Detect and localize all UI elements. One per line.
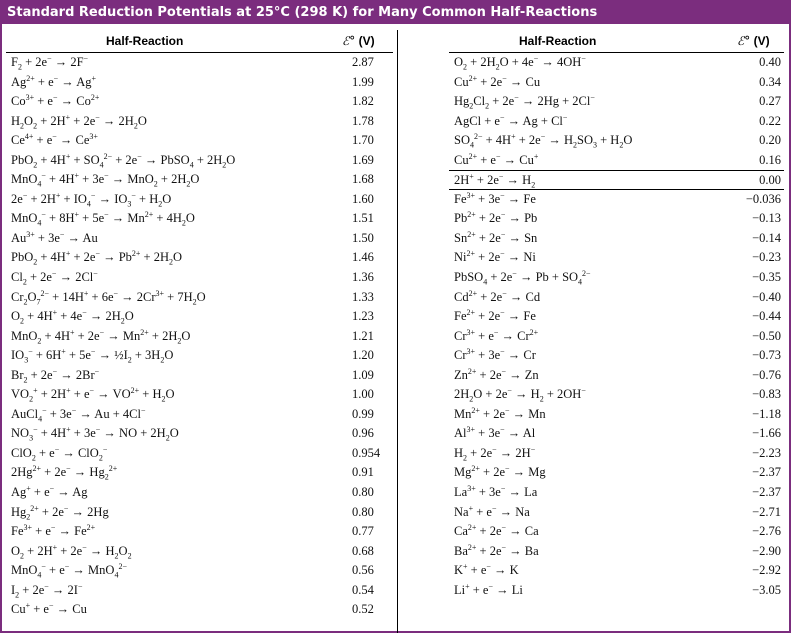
table-row bbox=[6, 366, 393, 386]
half-reaction: $O_2 + 4H^+ + 4e^- \to 2H_2O$ bbox=[11, 307, 134, 326]
half-reaction: $PbO_2 + 4H^+ + SO_4^{2-} + 2e^-$ → PbSO$_4$ + $2H_2O$ bbox=[11, 151, 236, 170]
half-reaction: $Ba^{2+} + 2e^- \to Ba$ bbox=[454, 542, 539, 558]
half-reaction: $F_2 + 2e^- \to 2F^-$ bbox=[11, 53, 89, 72]
half-reaction: $Co^{3+} + e^- \to Co^{2+}$ bbox=[11, 92, 100, 109]
potential-value: 0.80 bbox=[352, 504, 374, 519]
potential-value: 0.77 bbox=[352, 524, 374, 539]
table-row bbox=[6, 405, 393, 425]
half-reaction: $PbO_2 + 4H^+ + 2e^- \to Pb^{2+} + 2H_2O$ bbox=[11, 249, 183, 267]
half-reaction: $Br_2 + 2e^- \to 2Br^-$ bbox=[11, 366, 100, 385]
potential-value: −3.05 bbox=[752, 582, 781, 597]
potential-value: 0.40 bbox=[759, 55, 781, 69]
half-reaction: AuCl$_4$− + 3e− → Au + 4Cl− bbox=[11, 405, 146, 424]
table-row bbox=[449, 581, 784, 601]
potential-value: −0.14 bbox=[752, 230, 781, 245]
half-reaction: K+ + e− → K bbox=[454, 562, 519, 578]
table-row bbox=[449, 229, 784, 249]
potential-value: −2.92 bbox=[752, 563, 781, 578]
half-reaction: $Cu^{2+} + e^- \to Cu^+$ bbox=[454, 151, 539, 167]
table-row bbox=[6, 561, 393, 581]
half-reaction-header: Half-Reaction bbox=[519, 34, 597, 48]
table-row bbox=[449, 288, 784, 308]
table-row bbox=[6, 268, 393, 288]
table-row bbox=[6, 483, 393, 503]
potential-value: 1.68 bbox=[352, 172, 374, 187]
half-reaction: $Au^{3+} + 3e^- \to Au$ bbox=[11, 229, 98, 245]
half-reaction: $Ca^{2+} + 2e^- \to Ca$ bbox=[454, 522, 539, 539]
table-row bbox=[6, 209, 393, 229]
half-reaction: $MnO_2 + 4H^+ + 2e^- \to Mn^{2+} + 2H_2O$ bbox=[11, 327, 191, 346]
half-reaction: $2e^- + 2H^+ + IO_4^- \to IO_3^- + H_2O$ bbox=[11, 190, 172, 209]
table-row bbox=[6, 288, 393, 308]
potential-value: 0.16 bbox=[759, 152, 781, 167]
table-row bbox=[449, 405, 784, 425]
table-row bbox=[449, 463, 784, 483]
potential-value: 1.36 bbox=[352, 270, 374, 285]
right-column bbox=[449, 30, 784, 600]
half-reaction: $O_2 + 2H^+ + 2e^- \to H_2O_2$ bbox=[11, 542, 132, 561]
table-row bbox=[6, 385, 393, 405]
half-reaction: $Mg^{2+} + 2e^- \to Mg$ bbox=[454, 464, 546, 480]
potential-value: 1.78 bbox=[352, 113, 374, 128]
table-row bbox=[449, 170, 784, 190]
left-column bbox=[6, 30, 393, 620]
table-row bbox=[6, 112, 393, 132]
potential-value: 1.23 bbox=[352, 309, 374, 324]
potential-value: 0.52 bbox=[352, 602, 374, 617]
potential-value: −2.90 bbox=[752, 543, 781, 558]
potential-value: 0.80 bbox=[352, 485, 374, 500]
half-reaction: $Fe^{3+} + e^- \to Fe^{2+}$ bbox=[11, 522, 96, 539]
potential-value: −0.40 bbox=[752, 289, 781, 304]
potential-value: −2.76 bbox=[752, 524, 781, 539]
half-reaction: $Sn^{2+} + 2e^- \to Sn$ bbox=[454, 229, 538, 245]
half-reaction: $Zn^{2+} + 2e^- \to Zn$ bbox=[454, 366, 539, 382]
potential-value: 1.69 bbox=[352, 152, 374, 167]
table-row bbox=[6, 151, 393, 171]
right-column-header bbox=[449, 30, 784, 53]
table-row bbox=[6, 73, 393, 93]
half-reaction-header: Half-Reaction bbox=[106, 34, 184, 48]
table-row bbox=[6, 190, 393, 210]
potential-unit: (V) bbox=[355, 34, 375, 48]
table-row bbox=[449, 307, 784, 327]
potential-value: 1.82 bbox=[352, 94, 374, 109]
half-reaction: $Fe^{3+} + 3e^- \to Fe$ bbox=[454, 190, 536, 206]
half-reaction: $I_2 + 2e^- \to 2I^-$ bbox=[11, 581, 83, 600]
table-row bbox=[6, 131, 393, 151]
half-reaction: $O_2 + 2H_2O + 4e^- \to 4OH^-$ bbox=[454, 53, 586, 72]
table-row bbox=[449, 483, 784, 503]
potential-value: −0.23 bbox=[752, 250, 781, 265]
table-row bbox=[6, 424, 393, 444]
table-row bbox=[6, 581, 393, 601]
half-reaction: AgCl + e− → Ag + Cl− bbox=[454, 112, 568, 128]
table-row bbox=[449, 522, 784, 542]
table-row bbox=[6, 248, 393, 268]
table-row bbox=[449, 73, 784, 93]
half-reaction: $2H_2O + 2e^- \to H_2 + 2OH^-$ bbox=[454, 386, 586, 404]
half-reaction: Ag+ + e− → Ag bbox=[11, 483, 88, 500]
table-row bbox=[449, 131, 784, 151]
potential-value: 1.00 bbox=[352, 387, 374, 402]
half-reaction: $2H^+ + 2e^- \to H_2$ bbox=[454, 172, 536, 190]
half-reaction: $H_2 + 2e^- \to 2H^-$ bbox=[454, 444, 536, 463]
table-row bbox=[449, 190, 784, 210]
half-reaction: PbSO$_4$ + $2e^- \to Pb + SO_4^{2-}$ bbox=[454, 268, 591, 287]
table-row bbox=[449, 503, 784, 523]
half-reaction: $MnO_4^- + 4H^+ + 3e^- \to MnO_2 + 2H_2O$ bbox=[11, 171, 200, 189]
half-reaction: $Mn^{2+} + 2e^- \to Mn$ bbox=[454, 405, 546, 421]
table-row bbox=[6, 522, 393, 542]
potential-unit: (V) bbox=[750, 34, 770, 48]
half-reaction: Cu+ + e− → Cu bbox=[11, 601, 87, 617]
potential-value: 0.91 bbox=[352, 465, 374, 480]
right-rows bbox=[449, 53, 784, 600]
potential-symbol: ℰ° bbox=[342, 34, 356, 48]
potential-value: 1.20 bbox=[352, 348, 374, 363]
potential-value: 0.99 bbox=[352, 406, 374, 421]
potential-value: −0.50 bbox=[752, 328, 781, 343]
half-reaction: $Ce^{4+} + e^- \to Ce^{3+}$ bbox=[11, 132, 98, 148]
table-row bbox=[6, 229, 393, 249]
table-row bbox=[449, 424, 784, 444]
potential-value: 0.20 bbox=[759, 133, 781, 148]
table-row bbox=[6, 170, 393, 190]
potential-value: 2.87 bbox=[352, 55, 374, 69]
table-row bbox=[6, 53, 393, 73]
potential-value: 0.954 bbox=[352, 445, 381, 460]
half-reaction: $Cr^{3+} + e^- \to Cr^{2+}$ bbox=[454, 327, 539, 343]
potential-value: 0.56 bbox=[352, 563, 374, 578]
potential-value: −0.13 bbox=[752, 211, 781, 226]
potential-header bbox=[342, 34, 375, 48]
half-reaction: $Pb^{2+} + 2e^- \to Pb$ bbox=[454, 210, 538, 226]
table-row bbox=[449, 92, 784, 112]
potential-value: 0.68 bbox=[352, 543, 374, 558]
table-row bbox=[6, 503, 393, 523]
half-reaction: MnO$_4$− + e− → MnO$_4^{2-}$ bbox=[11, 562, 127, 580]
half-reaction: $IO_3^- + 6H^+ + 5e^-$ → $\frac{1}{2}I_2 + 3H_2O$ bbox=[11, 347, 174, 365]
potential-value: 0.96 bbox=[352, 426, 374, 441]
half-reaction: Na+ + e− → Na bbox=[454, 503, 530, 519]
potential-value: −0.35 bbox=[752, 270, 781, 285]
table-row bbox=[449, 561, 784, 581]
potential-value: 1.70 bbox=[352, 133, 374, 148]
potential-value: 0.00 bbox=[759, 173, 781, 188]
half-reaction: $SO_4^{2-} + 4H^+ + 2e^- \to H_2SO_3 + H_2O$ bbox=[454, 132, 633, 150]
table-row bbox=[449, 209, 784, 229]
potential-value: 0.54 bbox=[352, 582, 374, 597]
half-reaction: $NO_3^- + 4H^+ + 3e^-$ → NO + $2H_2O$ bbox=[11, 425, 179, 443]
half-reaction: $MnO_4^- + 8H^+ + 5e^- \to Mn^{2+} + 4H_2O$ bbox=[11, 210, 195, 228]
half-reaction: $Al^{3+} + 3e^- \to Al$ bbox=[454, 425, 536, 441]
table-row bbox=[449, 542, 784, 562]
table-row bbox=[449, 53, 784, 73]
potential-value: 0.27 bbox=[759, 94, 781, 109]
potential-header bbox=[737, 34, 770, 48]
table-row bbox=[6, 92, 393, 112]
potential-value: 1.46 bbox=[352, 250, 374, 265]
potential-value: 0.34 bbox=[759, 74, 781, 89]
half-reaction: $Cu^{2+} + 2e^- \to Cu$ bbox=[454, 73, 541, 89]
table-row bbox=[6, 463, 393, 483]
potential-value: 1.50 bbox=[352, 230, 374, 245]
half-reaction: $Fe^{2+} + 2e^- \to Fe$ bbox=[454, 307, 536, 324]
potential-value: −2.71 bbox=[752, 504, 781, 519]
table-row bbox=[449, 366, 784, 386]
table-row bbox=[6, 307, 393, 327]
potential-symbol: ℰ° bbox=[737, 34, 751, 48]
column-divider bbox=[397, 30, 398, 633]
table-row bbox=[449, 327, 784, 347]
left-column-header bbox=[6, 30, 393, 53]
potential-value: −2.23 bbox=[752, 445, 781, 460]
half-reaction: Li+ + e− → Li bbox=[454, 581, 523, 597]
left-rows bbox=[6, 53, 393, 620]
potential-value: −2.37 bbox=[752, 485, 781, 500]
potential-value: 0.22 bbox=[759, 113, 781, 128]
potential-value: −1.18 bbox=[752, 406, 781, 421]
potential-value: 1.99 bbox=[352, 74, 374, 89]
potential-value: 1.09 bbox=[352, 367, 374, 382]
table-title: Standard Reduction Potentials at 25°C (298 K) for Many Common Half-Reactions bbox=[2, 2, 789, 24]
half-reaction: $Cl_2 + 2e^- \to 2Cl^-$ bbox=[11, 268, 98, 287]
potential-value: −0.83 bbox=[752, 387, 781, 402]
half-reaction: ClO$_2$ + e− → ClO$_2$− bbox=[11, 444, 108, 463]
potential-value: −1.66 bbox=[752, 426, 781, 441]
half-reaction: $Ni^{2+} + 2e^- \to Ni$ bbox=[454, 249, 536, 265]
potential-value: −0.44 bbox=[752, 309, 781, 324]
half-reaction: $Cr_2O_7^{2-} + 14H^+ + 6e^- \to 2Cr^{3+} + 7H_2O$ bbox=[11, 288, 206, 307]
half-reaction: $La^{3+} + 3e^- \to La$ bbox=[454, 483, 538, 500]
table-row bbox=[449, 112, 784, 132]
half-reaction: $Hg_2^{2+} + 2e^- \to 2Hg$ bbox=[11, 503, 109, 522]
half-reaction: $2Hg^{2+} + 2e^- \to Hg_2^{2+}$ bbox=[11, 464, 118, 482]
table-row bbox=[449, 346, 784, 366]
half-reaction: $VO_2^+ + 2H^+ + e^- \to VO^{2+} + H_2O$ bbox=[11, 386, 175, 404]
table-row bbox=[6, 346, 393, 366]
table-row bbox=[449, 268, 784, 288]
half-reaction: $Ag^{2+} + e^- \to Ag^+$ bbox=[11, 73, 97, 89]
table-row bbox=[449, 385, 784, 405]
potential-value: 1.51 bbox=[352, 211, 374, 226]
potential-value: −2.37 bbox=[752, 465, 781, 480]
table-row bbox=[449, 248, 784, 268]
potential-value: 1.33 bbox=[352, 289, 374, 304]
table-row bbox=[6, 327, 393, 347]
potential-value: 1.60 bbox=[352, 191, 374, 206]
table-row bbox=[6, 542, 393, 562]
potential-value: −0.76 bbox=[752, 367, 781, 382]
table-row bbox=[449, 151, 784, 171]
potential-value: −0.73 bbox=[752, 348, 781, 363]
table-row bbox=[449, 444, 784, 464]
table-row bbox=[6, 600, 393, 620]
table-row bbox=[6, 444, 393, 464]
half-reaction: $Cd^{2+} + 2e^- \to Cd$ bbox=[454, 288, 541, 304]
potential-value: −0.036 bbox=[745, 191, 781, 206]
half-reaction: $Hg_2Cl_2 + 2e^- \to 2Hg + 2Cl^-$ bbox=[454, 92, 595, 111]
half-reaction: $Cr^{3+} + 3e^- \to Cr$ bbox=[454, 347, 536, 363]
half-reaction: $H_2O_2 + 2H^+ + 2e^- \to 2H_2O$ bbox=[11, 112, 147, 131]
potential-value: 1.21 bbox=[352, 328, 374, 343]
